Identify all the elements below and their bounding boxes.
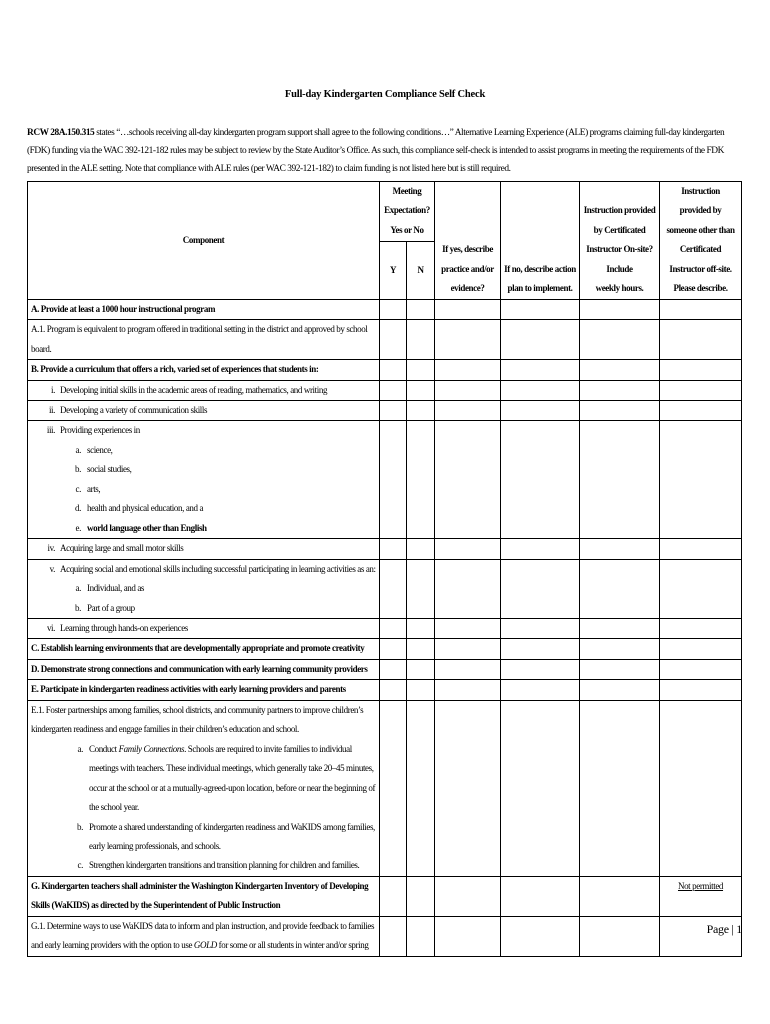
table-row (28, 299, 742, 319)
n-cell[interactable] (407, 876, 435, 916)
y-cell[interactable] (380, 360, 407, 380)
table-row: vi. Learning through hands-on experiences (28, 618, 742, 638)
table-row (28, 659, 742, 679)
table-row (28, 916, 742, 956)
header-meeting-expectation: Meeting Expectation? Yes or No (380, 182, 435, 242)
item-b-vi: Learning through hands-on experiences (60, 622, 188, 633)
certificated-cell[interactable] (580, 380, 660, 400)
item-b-iii-e: world language other than English (87, 522, 207, 533)
y-cell[interactable] (380, 639, 407, 659)
if-yes-cell[interactable] (435, 876, 501, 916)
header-other-instructor: Instruction provided by someone other than Certificated Instructor off-site. Please describe. (660, 182, 742, 300)
item-e1: E.1. Foster partnerships among families, school districts, and community partners to improve children’s kindergarten readiness and engage families in their children’s education and school. (31, 704, 364, 735)
intro-reference: RCW 28A.150.315 (27, 128, 95, 138)
certificated-cell[interactable] (580, 299, 660, 319)
n-cell[interactable] (407, 421, 435, 539)
table-row: v. Acquiring social and emotional skills including successful participating in learning activities as an: a. Individual, and as b. Part of a group (28, 559, 742, 618)
if-no-cell[interactable] (501, 539, 580, 559)
table-row: E.1. Foster partnerships among families, school districts, and community partners to improve children’s kindergarten readiness and engage families in their children’s education and school. a. Conduct Family Connections. Schools are required to invite families to individual meetings with teachers. These individual meetings, which generally take 20–45 minutes, occur at the school or at a mutually-agreed-upon location, before or near the beginning of the school year. b. Promote a shared understanding of kindergarten readiness and WaKIDS among families, early learning professionals, and schools. c. Strengthen kindergarten transitions and transition planning for children and families. (28, 700, 742, 876)
if-no-cell[interactable] (501, 299, 580, 319)
y-cell[interactable] (380, 680, 407, 700)
item-b-iii-a: science, (87, 444, 113, 455)
if-no-cell[interactable] (501, 659, 580, 679)
y-cell[interactable] (380, 618, 407, 638)
section-c-heading: C. Establish learning environments that are developmentally appropriate and promote creativity (31, 643, 365, 654)
if-no-cell[interactable] (501, 320, 580, 360)
table-row (28, 320, 742, 360)
section-g-heading: G. Kindergarten teachers shall administer the Washington Kindergarten Inventory of Developing Skills (WaKIDS) as directed by the Superintendent of Public Instruction (31, 880, 369, 911)
if-no-cell[interactable] (501, 380, 580, 400)
other-cell[interactable] (660, 659, 742, 679)
item-g1: G.1. Determine ways to use WaKIDS data to inform and plan instruction, and provide feedback to families and early learning providers with the option to use GOLD for some or all students in winter and/or spring (31, 920, 375, 951)
other-cell[interactable] (660, 639, 742, 659)
y-cell[interactable] (380, 559, 407, 618)
if-no-cell[interactable] (501, 618, 580, 638)
if-no-cell[interactable] (501, 916, 580, 956)
certificated-cell[interactable] (580, 421, 660, 539)
table-row (28, 876, 742, 916)
if-yes-cell[interactable] (435, 299, 501, 319)
if-yes-cell[interactable] (435, 639, 501, 659)
if-yes-cell[interactable] (435, 380, 501, 400)
if-yes-cell[interactable] (435, 700, 501, 876)
compliance-table (27, 181, 742, 957)
y-cell[interactable] (380, 380, 407, 400)
section-b-heading: B. Provide a curriculum that offers a rich, varied set of experiences that students in: (31, 364, 319, 375)
intro-paragraph (27, 124, 743, 179)
other-cell[interactable] (660, 539, 742, 559)
item-e1-b: Promote a shared understanding of kindergarten readiness and WaKIDS among families, early learning professionals, and schools. (89, 821, 375, 851)
item-b-ii: Developing a variety of communication skills (60, 404, 208, 415)
n-cell[interactable] (407, 659, 435, 679)
table-row (28, 360, 742, 380)
document-title: Full-day Kindergarten Compliance Self Check (284, 89, 486, 100)
item-b-iv: Acquiring large and small motor skills (60, 543, 184, 554)
n-cell[interactable] (407, 639, 435, 659)
if-no-cell[interactable] (501, 559, 580, 618)
item-e1-a: Conduct Family Connections. Schools are required to invite families to individual meetings with teachers. These individual meetings, which generally take 20–45 minutes, occur at the school or at a mutually-agreed-upon location, before or near the beginning of the school year. (89, 743, 376, 813)
if-yes-cell[interactable] (435, 539, 501, 559)
section-a-heading: A. Provide at least a 1000 hour instructional program (31, 303, 216, 314)
y-cell[interactable] (380, 539, 407, 559)
item-b-iii: Providing experiences in (60, 425, 140, 436)
certificated-cell[interactable] (580, 618, 660, 638)
if-no-cell[interactable] (501, 876, 580, 916)
n-cell[interactable] (407, 539, 435, 559)
if-yes-cell[interactable] (435, 618, 501, 638)
certificated-cell[interactable] (580, 876, 660, 916)
y-cell[interactable] (380, 916, 407, 956)
item-b-iii-c: arts, (87, 483, 101, 494)
if-yes-cell[interactable] (435, 320, 501, 360)
certificated-cell[interactable] (580, 659, 660, 679)
other-cell[interactable] (660, 360, 742, 380)
intro-text: states “…schools receiving all-day kindergarten program support shall agree to the following conditions…” Alternative Learning Experience (ALE) programs claiming full-day kindergarten (FDK) funding via the WAC 392-121-182 rules may be subject to review by the State Auditor’s Office. As such, this compliance self-check is intended to assist programs in meeting the requirements of the FDK presented in the ALE setting. Note that compliance with ALE rules (per WAC 392-121-182) to claim funding is not listed here but is still required. (27, 128, 725, 175)
y-cell[interactable] (380, 400, 407, 420)
certificated-cell[interactable] (580, 680, 660, 700)
item-b-i: Developing initial skills in the academic areas of reading, mathematics, and writing (60, 384, 328, 395)
other-cell[interactable] (660, 700, 742, 876)
y-cell[interactable] (380, 700, 407, 876)
if-yes-cell[interactable] (435, 559, 501, 618)
page-number: Page | 1 (706, 922, 742, 936)
table-row: iv. Acquiring large and small motor skills (28, 539, 742, 559)
y-cell[interactable] (380, 659, 407, 679)
n-cell[interactable] (407, 700, 435, 876)
if-yes-cell[interactable] (435, 421, 501, 539)
n-cell[interactable] (407, 299, 435, 319)
n-cell[interactable] (407, 618, 435, 638)
header-n: N (407, 242, 435, 300)
other-cell[interactable] (660, 320, 742, 360)
if-no-cell[interactable] (501, 680, 580, 700)
if-yes-cell[interactable] (435, 680, 501, 700)
if-no-cell[interactable] (501, 421, 580, 539)
item-b-iii-b: social studies, (87, 464, 132, 475)
item-e1-c: Strengthen kindergarten transitions and transition planning for children and families. (89, 860, 360, 871)
table-row: iii. Providing experiences in a. science, b. social studies, c. arts, d. health and physical education, and a e. world language other than English (28, 421, 742, 539)
if-yes-cell[interactable] (435, 360, 501, 380)
header-if-yes: If yes, describe practice and/or evidence? (435, 182, 501, 300)
certificated-cell[interactable] (580, 639, 660, 659)
certificated-cell[interactable] (580, 400, 660, 420)
n-cell[interactable] (407, 680, 435, 700)
not-permitted-note: Not permitted (660, 876, 742, 916)
other-cell[interactable] (660, 299, 742, 319)
other-cell[interactable] (660, 680, 742, 700)
item-b-v-b: Part of a group (87, 602, 135, 613)
if-no-cell[interactable] (501, 700, 580, 876)
y-cell[interactable] (380, 320, 407, 360)
if-no-cell[interactable] (501, 400, 580, 420)
n-cell[interactable] (407, 360, 435, 380)
other-cell[interactable] (660, 400, 742, 420)
section-d-heading: D. Demonstrate strong connections and communication with early learning community providers (31, 663, 368, 674)
if-no-cell[interactable] (501, 360, 580, 380)
other-cell[interactable] (660, 618, 742, 638)
table-row (28, 680, 742, 700)
item-a1: A.1. Program is equivalent to program offered in traditional setting in the district and approved by school board. (31, 324, 368, 354)
y-cell[interactable] (380, 299, 407, 319)
if-no-cell[interactable] (501, 639, 580, 659)
table-row: ii. Developing a variety of communication skills (28, 400, 742, 420)
n-cell[interactable] (407, 559, 435, 618)
header-if-no: If no, describe action plan to implement. (501, 182, 580, 300)
header-y: Y (380, 242, 407, 300)
table-row: i. Developing initial skills in the academic areas of reading, mathematics, and writing (28, 380, 742, 400)
n-cell[interactable] (407, 916, 435, 956)
header-component: Component (28, 182, 380, 300)
certificated-cell[interactable] (580, 539, 660, 559)
other-cell[interactable] (660, 559, 742, 618)
certificated-cell[interactable] (580, 559, 660, 618)
item-b-iii-d: health and physical education, and a (87, 503, 204, 514)
certificated-cell[interactable] (580, 916, 660, 956)
if-yes-cell[interactable] (435, 916, 501, 956)
y-cell[interactable] (380, 876, 407, 916)
n-cell[interactable] (407, 320, 435, 360)
header-certificated: Instruction provided by Certificated Instructor On-site? Include weekly hours. (580, 182, 660, 300)
item-b-v-a: Individual, and as (87, 583, 145, 594)
certificated-cell[interactable] (580, 360, 660, 380)
table-row (28, 639, 742, 659)
certificated-cell[interactable] (580, 320, 660, 360)
other-cell[interactable] (660, 380, 742, 400)
n-cell[interactable] (407, 400, 435, 420)
other-cell[interactable] (660, 421, 742, 539)
if-yes-cell[interactable] (435, 659, 501, 679)
section-e-heading: E. Participate in kindergarten readiness activities with early learning providers and parents (31, 684, 346, 695)
n-cell[interactable] (407, 380, 435, 400)
y-cell[interactable] (380, 421, 407, 539)
certificated-cell[interactable] (580, 700, 660, 876)
if-yes-cell[interactable] (435, 400, 501, 420)
item-b-v: Acquiring social and emotional skills including successful participating in learning activities as an: (60, 563, 376, 574)
